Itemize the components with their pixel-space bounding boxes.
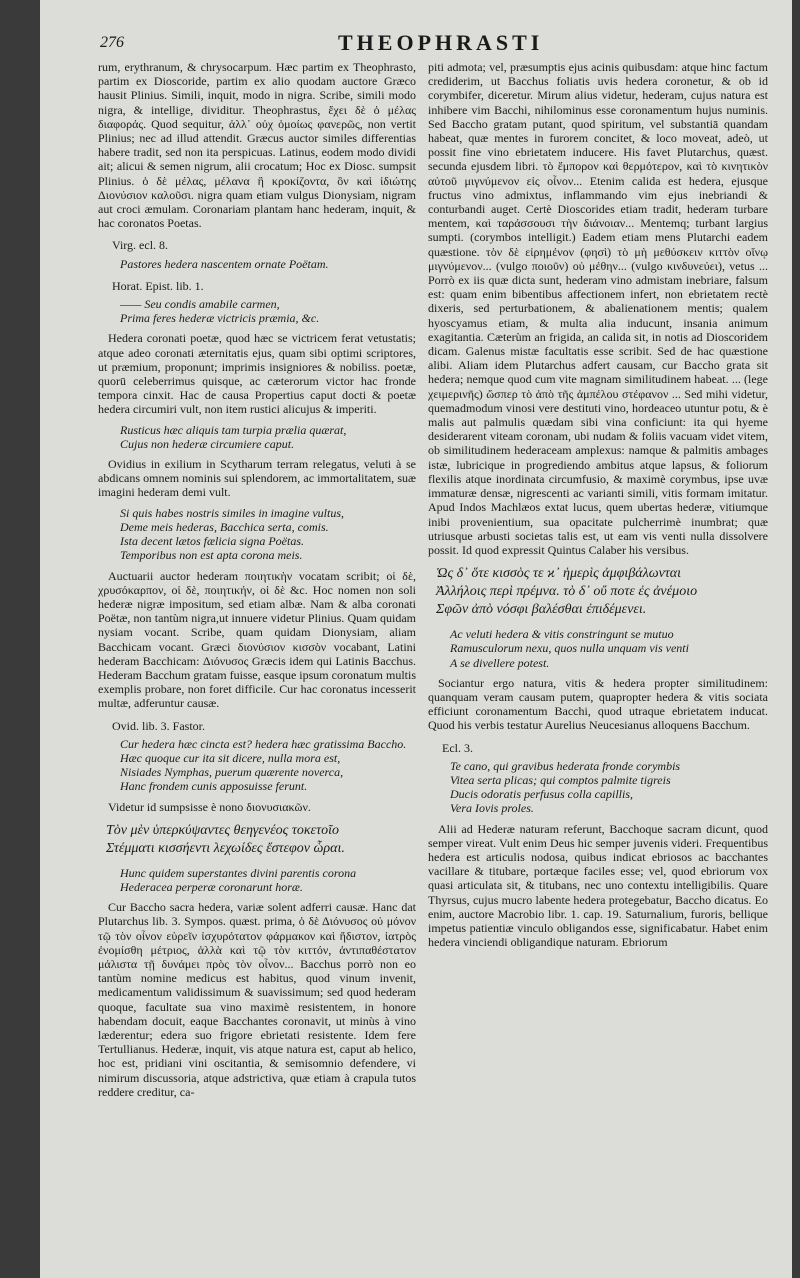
verse-line: Te cano, qui gravibus hederata fronde corymbis [450, 758, 681, 773]
verse-line: Ac veluti hedera & vitis constringunt se mutuo [450, 627, 674, 642]
greek-line: Τὸν μὲν ὑπερκύψαντες θεηγενέος τοκετοῖο [106, 822, 339, 838]
verse-line: Nisiades Nymphas, puerum quærente noverca, [120, 765, 344, 780]
book-page [40, 0, 792, 1278]
verse-line: Hanc frondem cunis apposuisse ferunt. [120, 779, 308, 794]
paragraph: Ovidius in exilium in Scytharum terram relegatus, veluti à se abdicans omnem nominis sui splendorem, ac immortalitatem, suæ imagini hederam demi vult. [98, 457, 416, 500]
verse [120, 866, 416, 894]
verse-line: Cur hedera hæc cincta est? hedera hæc gratissima Baccho. [120, 736, 407, 751]
verse-line: Temporibus non est apta corona meis. [120, 548, 303, 563]
verse [120, 737, 416, 794]
citation: Virg. ecl. 8. [112, 238, 169, 253]
greek-line: Σφῶν ἀπὸ νόσφι βαλέσθαι ἐπιδέμενει. [436, 602, 647, 618]
verse [450, 627, 768, 670]
verse-line: Cujus non hederæ circumiere caput. [120, 436, 295, 451]
verse-line: Rusticus hæc aliquis tam turpia prælia quærat, [120, 422, 347, 437]
verse-line: Ramusculorum nexu, quos nulla unquam vis venti [450, 641, 689, 656]
left-column [98, 60, 416, 1250]
verse-line: Deme meis hederas, Bacchica serta, comis. [120, 519, 329, 534]
verse [120, 423, 416, 451]
page-number: 276 [100, 34, 124, 51]
verse-line: Hæc quoque cur ita sit dicere, nulla mora est, [120, 750, 341, 765]
verse-line: Pastores hedera nascentem ornate Poëtam. [120, 256, 329, 271]
verse-line: Ducis odoratis perfusus colla capillis, [450, 787, 633, 802]
greek-verse [106, 822, 416, 858]
greek-verse [436, 565, 768, 619]
verse-line: Hederacea perperæ coronarunt horæ. [120, 879, 303, 894]
verse-line: A se divellere potest. [450, 655, 550, 670]
running-title: THEOPHRASTI [338, 30, 544, 55]
verse-line: Prima feres hederæ victricis præmia, &c. [120, 311, 320, 326]
verse-line: —— Seu condis amabile carmen, [120, 297, 280, 312]
paragraph: Auctuarii auctor hederam ποιητικὴν vocatam scribit; οἱ δὲ, χρυσόκαρπον, οἱ δὲ, ποιητικήν, οἱ δὲ &c. Hoc nomen non soli hederæ nigræ impositum, sed etiam albæ. Nam & alba coronati Poëtæ, non tantùm nigra,ut innuere videtur Plinius. Quam quidam nysiam vocant. Scribe, quam quidam Dionysiam, aliam Bacchicam vocant. Græci διονύσιον κισσὸν vocabant, Latini hederam Bacchicam: Διόνυσος Græcis idem qui Latinis Bacchus. Hederam Bacchum gratam fuisse, easque ipsum coronatum multis exemplis probare, non foret difficile. Cur hac coronatus incesserit multæ, adferuntur causæ. [98, 568, 416, 711]
greek-line: Στέμματι κισσήεντι λεχωίδες ἔστεφον ὧραι. [106, 840, 345, 856]
paragraph: piti admota; vel, præsumptis ejus acinis quibusdam: atque hinc factum crediderim, ut Bacchus foliatis uvis hedera coronetur, & ob id corymbifer, diceretur. Mirum alius videtur, hederam, cujus natura est inhibere vim Bacchi, nihilominus esse coronamentum hujus numinis. Sed Baccho gratam putant, quod spiritum, vel substantiā quandam habeat, quæ mentes in furorem concitet, & loco moveat, adeò, ut possit fine vino ebrietatem inducere. His favet Plutarchus, quæst. secunda ejusdem libri. τὸ ἔμπορον καὶ θερμότερον, καὶ τὸ κινητικὸν αὐτοῦ μιγνύμενον εἰς οἶνον... Etenim calida est hedera, ejusque fructus vino admixtus, inflammando vim ejus inebriandi & conturbandi auget. Certè Dioscorides etiam tradit, hederam turbare mentem, καὶ ταράσσουσι τὴν διάνοιαν... Mentemq; turbant largius sumpti. (corymbos intelligit.) Eadem etiam mens Plutarchi eadem quæstione. τὸν δὲ εἰρημένον (φησὶ) τὸ μὴ μεθύσκειν κιττὸν οἴνῳ μιγνύμενον... (vulgo ποιοῦν) οὐ μέθην... (vulgo κινδυνεύει), vetus ... Porrò ex iis quæ dicta sunt, hederam vino admistam inebriare, falsum est: quam enim bibentibus affectionem infert, non ebrietatem rectè dixeris, sed perturbationem, & abalienationem mentis; qualem hyoscyamus etiam, & multa alia inducunt, insania animum exagitantia. Cæterùm an frigida, an calida sit, in notis ad Dioscoridem dicam. Galenus mistæ facultatis esse scribit. Sed de hac quæstione alibi. Aliam idem Plutarchus adfert causam, cur Baccho grata sit hedera; nemque quod cum vite magnam similitudinem habeat. ... (lege χειμερινῆς) ὥσπερ τὸ ἀπὸ τῆς ἀμπέλου στέφανον ... Sed mihi videtur, quemadmodum vinosi vere destituti vino, hordeaceo utuntur potu, & è malis aut palmulis quædam sibi vina conficiunt: ita qui hyeme desiderarent viteam coronam, ubi nudam & foliis vacuam videt vitem, ob similitudinem hederaceam amplexus: namque & palmitis ambages istæ, lubricique in progrediendo ambitus atque lapsus, & foliorum flexilis atque inordinata circumfusio, & maximè corymbus, ipse uvæ immaturæ densæ, nigrescenti ac varianti simili, vitis formam imitatur. Apud Indos Machlæos extat lucus, quem ubertas hederæ, vitiumque inibi provenientium, sua opacitate pulcherrimè inumbrat; quæ utriusque arbusti societas talis est, ut eam vis venti nulla dissolvere possit. Id quod expressit Quintus Calaber his versibus. [428, 60, 768, 557]
right-column [428, 60, 768, 1250]
greek-line: Ἀλλήλοις περὶ πρέμνα. τὸ δ᾽ οὔ ποτε ἐς ἀνέμοιο [436, 584, 698, 600]
verse-line: Ista decent lætos fælicia signa Poëtas. [120, 534, 304, 549]
verse-line: Si quis habes nostris similes in imagine vultus, [120, 505, 345, 520]
paragraph: Hedera coronati poetæ, quod hæc se victricem ferat vetustatis; atque adeo coronati æternitatis ejus, quam sibi optimi scriptores, ut præmium, proponunt; imprimis insigniores & nobiliss. poetæ, quorū celeberrimus quisque, ac cæterorum victor hac fronde tempora cinxit. Hac de causa Propertius caput docti & poetæ hedera circumiri vult, non item rustici alicujus & imperiti. [98, 331, 416, 417]
citation: Ecl. 3. [442, 740, 473, 755]
verse-line: Vitea serta plicas; qui comptos palmite tigreis [450, 772, 671, 787]
paragraph: Cur Baccho sacra hedera, variæ solent adferri causæ. Hanc dat Plutarchus lib. 3. Sympos. quæst. prima, ὁ δὲ Διόνυσος οὐ μόνον τῷ τὸν οἶνον εὑρεῖν ἰσχυρότατον φάρμακον καὶ ἥδιστον, ἰατρὸς ἐνομίσθη μέτριος, ἀλλὰ καὶ τῷ τὸν κιττόν, ἀντιπαθέστατον μάλιστα τῇ δυνάμει πρὸς τὸν οἶνον... Bacchus porrò non eo tantùm nomine medicus est habitus, quod vinum invenit, medicamentum validissimum & suavissimum; sed quod hederam quoque, facultate sua vino maximè resistentem, in honore habendam docuit, eaque Bacchantes coronavit, ut minùs à vino læderentur; edera suo frigore ebrietati resistente. Idem fere Tertullianus. Hederæ, inquit, vis atque natura est, caput ab helico, hoc est, pridiani vini oscitantia, & semisomnio defendere, vi nimirum discussoria, atque adstrictiva, quæ etiam à crapula tutos reddere creditur, ca- [98, 900, 416, 1099]
verse [120, 257, 416, 271]
verse [450, 759, 768, 816]
verse-line: Vera Iovis proles. [450, 801, 534, 816]
paragraph: Alii ad Hederæ naturam referunt, Bacchoque sacram dicunt, quod semper vireat. Vult enim Deus hic semper juvenis videri. Frequentibus hedera est articulis nodosa, quibus indicat ebriosos ac bacchantes vacillare & titubare, portæque faciles esse; vel, quod ebriorum vox quasi articulata sit, & titubans, nec uno contextu intelligibilis. Quare Thyrsus, cujus mucro labente hedera protegebatur, Baccho dicatus. Eo enim, auctore Macrobio libr. 1. cap. 19. Saturnalium, furoris, bellique impetus patientiæ vinculo obligandos esse, significabatur. Habet enim hedera vinciendi obligandique naturam. Ebriorum [428, 821, 768, 950]
verse-line: Hunc quidem superstantes divini parentis corona [120, 865, 357, 880]
verse [120, 506, 416, 563]
page-header [100, 30, 772, 60]
citation: Ovid. lib. 3. Fastor. [112, 718, 206, 733]
citation: Horat. Epist. lib. 1. [112, 278, 204, 293]
paragraph: rum, erythranum, & chrysocarpum. Hæc partim ex Theophrasto, partim ex Dioscoride, partim ex alio quodam auctore Græco hausit Plinius. Simili, inquit, modo in nigra. Scribe, simili modo nigra, & intellige, dividitur. Theophrastus, ἔχει δὲ ὁ μέλας διαφοράς. Quod sequitur, ἀλλ᾽ οὐχ ὁμοίως φανερῶς, non vertit Plinius; nec ad illud attendit. Græcus auctor similes differentias habere tradit, sed non ita perspicuas. Latinus, eodem modo dividi ait; alicui & semen nigrum, alii crocatum; Hoc ex Diosc. sumpsit Plinius. ὁ δὲ μέλας, μέλανα ἢ κροκίζοντα, ὃν καὶ ἰδιώτης Διονύσιον καλοῦσι. nigra quam etiam vulgus Dionysiam, nigram aut croci æmulam. Coronariam plantam hanc hederam, inquit, & hac coronatos Poetas. [98, 60, 416, 231]
paragraph: Videtur id sumpsisse è nono διονυσιακῶν. [108, 799, 311, 814]
verse [120, 297, 416, 325]
paragraph: Sociantur ergo natura, vitis & hedera propter similitudinem: quanquam veram causam putem, quapropter hedera & vitis sociata efficiunt coronamentum Bacchi, quod utraque ebrietatem inducat. Quod his verbis testatur Aurelius Neucesianus alloquens Bacchum. [428, 675, 768, 733]
greek-line: Ὡς δ᾽ ὅτε κισσὸς τε ϰ᾽ ἡμερὶς ἀμφιβάλωνται [436, 566, 682, 582]
